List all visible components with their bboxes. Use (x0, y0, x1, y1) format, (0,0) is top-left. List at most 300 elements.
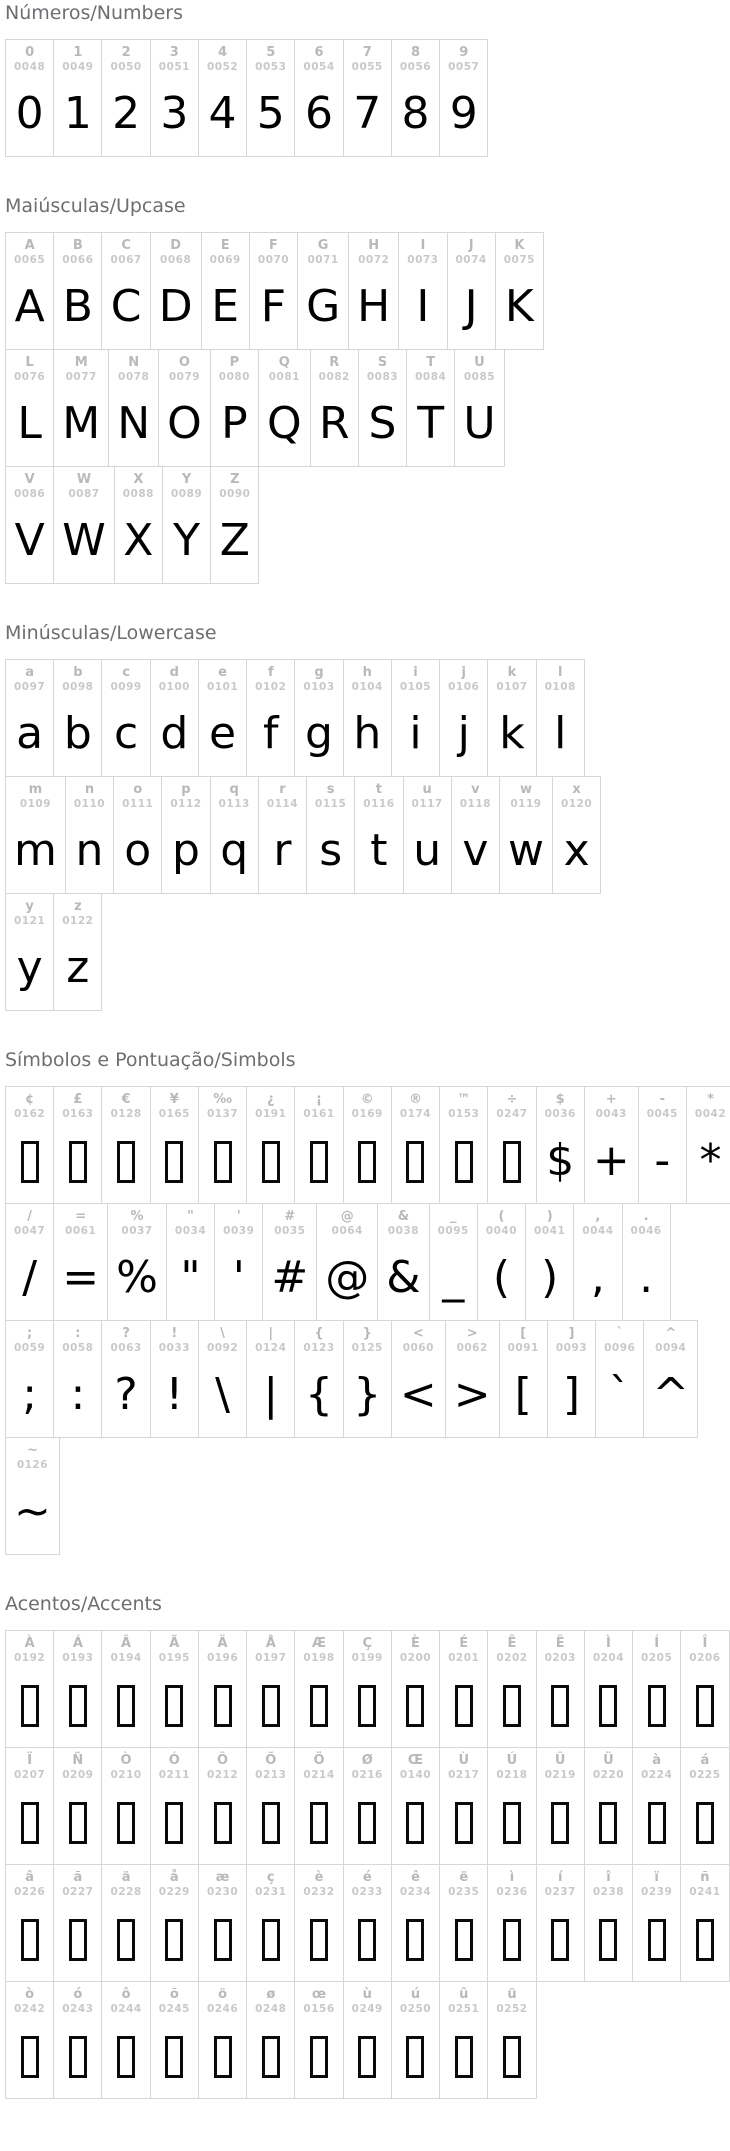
glyph-preview: T (417, 398, 445, 449)
glyph-cell-0219 (536, 1747, 585, 1865)
glyph-code-label: 0220 (592, 1769, 625, 1781)
glyph-code-label: 0089 (170, 488, 203, 500)
glyph-code-label: 0096 (604, 1342, 636, 1354)
glyph-code-label: 0244 (110, 2003, 142, 2015)
glyph-cell-0220 (584, 1747, 633, 1865)
glyph-cell-0111 (113, 776, 162, 894)
glyph-char-label: ¿ (267, 1092, 275, 1107)
missing-glyph-box (503, 2036, 521, 2078)
glyph-code-label: 0118 (459, 798, 491, 810)
glyph-cell-0137 (198, 1086, 247, 1204)
missing-glyph-box (503, 1685, 521, 1727)
glyph-cell-0089 (162, 466, 211, 584)
glyph-code-label: 0041 (534, 1225, 566, 1237)
glyph-code-label: 0056 (399, 61, 432, 73)
glyph-code-label: 0137 (206, 1108, 239, 1120)
glyph-char-label: - (659, 1092, 665, 1107)
glyph-code-label: 0121 (14, 915, 46, 927)
glyph-cell-0060 (391, 1320, 446, 1438)
glyph-cell-0076 (5, 349, 54, 467)
glyph-cell-0213 (246, 1747, 295, 1865)
missing-glyph-box (455, 2036, 473, 2078)
glyph-code-label: 0057 (448, 61, 480, 73)
glyph-code-label: 0162 (14, 1108, 46, 1120)
glyph-char-label: Æ (311, 1636, 327, 1651)
glyph-code-label: 0236 (496, 1886, 528, 1898)
glyph-preview: 6 (305, 88, 334, 139)
glyph-char-label: ê (411, 1870, 420, 1885)
glyph-cell-0206 (680, 1630, 729, 1748)
glyph-char-label: Œ (407, 1753, 424, 1768)
glyph-cell-0217 (439, 1747, 488, 1865)
missing-glyph-box (117, 1919, 135, 1961)
glyph-cell-0248 (246, 1981, 295, 2099)
glyph-code-label: 0123 (303, 1342, 335, 1354)
glyph-char-label: _ (449, 1209, 457, 1224)
glyph-preview: X (123, 515, 154, 566)
glyph-char-label: R (329, 355, 340, 370)
glyph-cell-0056 (391, 39, 440, 157)
glyph-char-label: y (25, 899, 34, 914)
glyph-preview: ~ (14, 1486, 51, 1537)
glyph-char-label: ö (218, 1987, 228, 2002)
glyph-code-label: 0237 (544, 1886, 576, 1898)
missing-glyph-box (21, 2036, 39, 2078)
glyph-char-label: b (73, 665, 83, 680)
glyph-preview: F (260, 281, 287, 332)
glyph-code-label: 0042 (694, 1108, 727, 1120)
glyph-char-label: S (377, 355, 388, 370)
glyph-preview: < (399, 1369, 437, 1420)
missing-glyph-box (406, 1141, 424, 1183)
glyph-char-label: F (269, 238, 278, 253)
glyph-char-label: Û (554, 1753, 566, 1768)
glyph-char-label: ó (73, 1987, 83, 2002)
glyph-preview (262, 1121, 280, 1201)
glyph-cell-0244 (101, 1981, 150, 2099)
glyph-char-label: Ò (120, 1753, 132, 1768)
glyph-preview (69, 2016, 87, 2096)
section-numbers (5, 2, 725, 157)
glyph-char-label: A (24, 238, 35, 253)
glyph-cell-0049 (53, 39, 102, 157)
glyph-code-label: 0065 (14, 254, 46, 266)
glyph-char-label: © (360, 1092, 374, 1107)
glyph-cell-0082 (310, 349, 359, 467)
glyph-char-label: ç (266, 1870, 275, 1885)
glyph-preview: @ (325, 1252, 370, 1303)
glyph-cell-0078 (108, 349, 159, 467)
glyph-preview: o (124, 825, 152, 876)
glyph-code-label: 0075 (503, 254, 535, 266)
glyph-code-label: 0197 (255, 1652, 287, 1664)
glyph-preview (358, 1782, 376, 1862)
missing-glyph-box (310, 1919, 328, 1961)
glyph-preview: ) (541, 1252, 559, 1303)
glyph-preview: ^ (652, 1369, 690, 1420)
glyph-code-label: 0219 (544, 1769, 576, 1781)
glyph-code-label: 0034 (174, 1225, 207, 1237)
glyph-code-label: 0106 (448, 681, 480, 693)
glyph-preview: 3 (160, 88, 189, 139)
glyph-cell-0110 (65, 776, 114, 894)
missing-glyph-box (214, 2036, 232, 2078)
glyph-code-label: 0229 (158, 1886, 190, 1898)
glyph-cell-0061 (53, 1203, 108, 1321)
missing-glyph-box (358, 1141, 376, 1183)
glyph-char-label: é (362, 1870, 372, 1885)
glyph-cell-0073 (398, 232, 447, 350)
glyph-preview (358, 1899, 376, 1979)
glyph-char-label: ï (654, 1870, 659, 1885)
glyph-preview: y (16, 942, 43, 993)
glyph-code-label: 0051 (158, 61, 190, 73)
missing-glyph-box (455, 1141, 473, 1183)
glyph-char-label: 8 (410, 45, 421, 60)
glyph-code-label: 0209 (62, 1769, 94, 1781)
glyph-char-label: l (557, 665, 563, 680)
glyph-code-label: 0043 (595, 1108, 627, 1120)
glyph-row (5, 893, 102, 1011)
glyph-preview: Y (173, 515, 201, 566)
glyph-preview: $ (546, 1135, 575, 1186)
glyph-char-label: I (420, 238, 426, 253)
glyph-cell-0088 (114, 466, 163, 584)
glyph-char-label: g (314, 665, 324, 680)
glyph-cell-0037 (107, 1203, 167, 1321)
glyph-code-label: 0067 (110, 254, 142, 266)
glyph-code-label: 0036 (544, 1108, 576, 1120)
glyph-char-label: î (606, 1870, 611, 1885)
glyph-preview (503, 2016, 521, 2096)
glyph-cell-0084 (406, 349, 455, 467)
glyph-cell-0070 (249, 232, 298, 350)
glyph-preview: - (654, 1135, 671, 1186)
glyph-cell-0229 (150, 1864, 199, 1982)
glyph-char-label: M (74, 355, 88, 370)
glyph-char-label: Ã (169, 1636, 180, 1651)
glyph-cell-0092 (198, 1320, 247, 1438)
glyph-cell-0231 (246, 1864, 295, 1982)
glyph-char-label: , (595, 1209, 601, 1224)
missing-glyph-box (358, 2036, 376, 2078)
glyph-char-label: f (267, 665, 274, 680)
glyph-cell-0040 (477, 1203, 526, 1321)
glyph-preview: H (357, 281, 391, 332)
glyph-code-label: 0204 (592, 1652, 625, 1664)
glyph-preview: # (271, 1252, 309, 1303)
glyph-cell-0237 (536, 1864, 585, 1982)
glyph-cell-0203 (536, 1630, 585, 1748)
glyph-preview: q (220, 825, 249, 876)
missing-glyph-box (648, 1919, 666, 1961)
glyph-char-label: Õ (265, 1753, 277, 1768)
glyph-cell-0093 (547, 1320, 596, 1438)
glyph-row (5, 659, 585, 777)
glyph-preview: 2 (112, 88, 141, 139)
glyph-char-label: ™ (457, 1092, 471, 1107)
glyph-preview (214, 1899, 232, 1979)
glyph-char-label: Á (72, 1636, 83, 1651)
glyph-cell-0196 (198, 1630, 247, 1748)
glyph-cell-0211 (150, 1747, 199, 1865)
glyph-char-label: $ (555, 1092, 565, 1107)
glyph-cell-0140 (391, 1747, 440, 1865)
glyph-preview (599, 1899, 617, 1979)
glyph-cell-0239 (632, 1864, 681, 1982)
glyph-char-label: C (121, 238, 131, 253)
glyph-code-label: 0070 (257, 254, 290, 266)
glyph-char-label: Ö (313, 1753, 325, 1768)
missing-glyph-box (599, 1919, 617, 1961)
glyph-code-label: 0242 (14, 2003, 46, 2015)
glyph-preview (648, 1782, 666, 1862)
glyph-code-label: 0206 (689, 1652, 721, 1664)
glyph-char-label: Â (121, 1636, 132, 1651)
glyph-char-label: k (507, 665, 517, 680)
glyph-cell-0109 (5, 776, 66, 894)
glyph-preview: > (453, 1369, 491, 1420)
glyph-code-label: 0037 (121, 1225, 153, 1237)
glyph-cell-0034 (166, 1203, 215, 1321)
missing-glyph-box (117, 1685, 135, 1727)
missing-glyph-box (165, 1141, 183, 1183)
glyph-preview (117, 1782, 135, 1862)
glyph-preview: t (370, 825, 388, 876)
glyph-preview: N (117, 398, 151, 449)
glyph-code-label: 0097 (14, 681, 46, 693)
glyph-char-label: ] (568, 1326, 575, 1341)
glyph-preview (599, 1782, 617, 1862)
glyph-preview: a (16, 708, 44, 759)
glyph-preview (648, 1665, 666, 1745)
glyph-char-label: V (24, 472, 35, 487)
glyph-preview: P (221, 398, 248, 449)
section-title-accents: Acentos/Accents (5, 1593, 162, 1615)
glyph-char-label: . (643, 1209, 649, 1224)
glyph-preview: ; (22, 1369, 38, 1420)
missing-glyph-box (455, 1685, 473, 1727)
glyph-row (5, 776, 601, 894)
glyph-cell-0232 (294, 1864, 343, 1982)
glyph-code-label: 0231 (255, 1886, 287, 1898)
glyph-preview: D (158, 281, 193, 332)
glyph-char-label: 5 (266, 45, 276, 60)
glyph-preview (455, 1782, 473, 1862)
glyph-preview (214, 1121, 232, 1201)
glyph-code-label: 0117 (411, 798, 443, 810)
glyph-cell-0209 (53, 1747, 102, 1865)
glyph-preview: B (62, 281, 93, 332)
glyph-code-label: 0235 (448, 1886, 480, 1898)
missing-glyph-box (117, 2036, 135, 2078)
glyph-char-label: ' (236, 1209, 241, 1224)
glyph-char-label: ã (73, 1870, 83, 1885)
glyph-code-label: 0035 (274, 1225, 306, 1237)
glyph-char-label: / (27, 1209, 32, 1224)
glyph-char-label: i (413, 665, 418, 680)
glyph-cell-0116 (354, 776, 403, 894)
glyph-char-label: Î (702, 1636, 708, 1651)
missing-glyph-box (310, 1802, 328, 1844)
glyph-cell-0233 (343, 1864, 392, 1982)
glyph-code-label: 0248 (255, 2003, 287, 2015)
glyph-code-label: 0116 (363, 798, 395, 810)
missing-glyph-box (455, 1802, 473, 1844)
glyph-char-label: K (514, 238, 525, 253)
missing-glyph-box (214, 1919, 232, 1961)
glyph-preview (165, 1121, 183, 1201)
glyph-cell-0096 (595, 1320, 644, 1438)
glyph-code-label: 0140 (399, 1769, 432, 1781)
glyph-code-label: 0050 (110, 61, 142, 73)
glyph-char-label: P (229, 355, 240, 370)
glyph-char-label: € (121, 1092, 131, 1107)
glyph-cell-0058 (53, 1320, 102, 1438)
glyph-cell-0050 (101, 39, 150, 157)
glyph-code-label: 0205 (641, 1652, 673, 1664)
glyph-char-label: ñ (700, 1870, 710, 1885)
glyph-code-label: 0087 (68, 488, 100, 500)
glyph-cell-0199 (343, 1630, 392, 1748)
glyph-preview (21, 1665, 39, 1745)
glyph-cell-0251 (439, 1981, 488, 2099)
glyph-code-label: 0243 (62, 2003, 94, 2015)
glyph-preview (21, 1899, 39, 1979)
glyph-char-label: 3 (169, 45, 179, 60)
glyph-code-label: 0040 (485, 1225, 518, 1237)
glyph-cell-0087 (53, 466, 115, 584)
glyph-cell-0224 (632, 1747, 681, 1865)
glyph-preview (406, 1899, 424, 1979)
glyph-char-label: å (169, 1870, 179, 1885)
glyph-code-label: 0113 (218, 798, 250, 810)
glyph-preview (117, 2016, 135, 2096)
glyph-code-label: 0099 (110, 681, 142, 693)
glyph-cell-0245 (150, 1981, 199, 2099)
glyph-char-label: U (474, 355, 485, 370)
glyph-cell-0192 (5, 1630, 54, 1748)
glyph-char-label: Ç (362, 1636, 373, 1651)
glyph-code-label: 0169 (351, 1108, 383, 1120)
glyph-preview: & (386, 1252, 421, 1303)
glyph-code-label: 0045 (646, 1108, 678, 1120)
glyph-cell-0075 (495, 232, 544, 350)
glyph-preview (551, 1899, 569, 1979)
glyph-code-label: 0044 (582, 1225, 614, 1237)
glyph-code-label: 0054 (303, 61, 335, 73)
glyph-code-label: 0084 (415, 371, 447, 383)
glyph-cell-0214 (294, 1747, 343, 1865)
glyph-char-label: j (461, 665, 466, 680)
section-symbols (5, 1049, 725, 1555)
missing-glyph-box (358, 1685, 376, 1727)
glyph-code-label: 0200 (399, 1652, 432, 1664)
glyph-preview: | (263, 1369, 279, 1420)
missing-glyph-box (214, 1685, 232, 1727)
glyph-char-label: ù (362, 1987, 372, 2002)
glyph-code-label: 0232 (303, 1886, 335, 1898)
glyph-cell-0104 (343, 659, 392, 777)
glyph-code-label: 0088 (122, 488, 154, 500)
glyph-cell-0083 (358, 349, 407, 467)
glyph-char-label: ò (25, 1987, 35, 2002)
glyph-code-label: 0082 (318, 371, 350, 383)
glyph-cell-0068 (150, 232, 202, 350)
glyph-char-label: & (397, 1209, 410, 1224)
glyph-preview: * (699, 1135, 722, 1186)
glyph-cell-0059 (5, 1320, 54, 1438)
glyph-code-label: 0059 (14, 1342, 46, 1354)
glyph-char-label: ì (509, 1870, 515, 1885)
glyph-code-label: 0098 (62, 681, 94, 693)
glyph-preview (165, 1899, 183, 1979)
glyph-char-label: Ê (507, 1636, 517, 1651)
glyph-code-label: 0210 (110, 1769, 142, 1781)
glyph-preview (551, 1782, 569, 1862)
glyph-preview (455, 1899, 473, 1979)
glyph-char-label: Í (654, 1636, 660, 1651)
glyph-char-label: e (218, 665, 227, 680)
glyph-preview: R (318, 398, 350, 449)
missing-glyph-box (262, 1802, 280, 1844)
glyph-cell-0195 (150, 1630, 199, 1748)
glyph-cell-0090 (210, 466, 259, 584)
glyph-code-label: 0218 (496, 1769, 528, 1781)
glyph-char-label: | (268, 1326, 274, 1341)
glyph-preview: A (14, 281, 45, 332)
glyph-cell-0063 (101, 1320, 150, 1438)
missing-glyph-box (503, 1802, 521, 1844)
glyph-code-label: 0093 (555, 1342, 588, 1354)
glyph-cell-0036 (536, 1086, 585, 1204)
glyph-cell-0066 (53, 232, 102, 350)
glyph-cell-0085 (454, 349, 504, 467)
glyph-code-label: 0109 (19, 798, 52, 810)
glyph-char-label: æ (215, 1870, 230, 1885)
glyph-char-label: v (471, 782, 480, 797)
glyph-code-label: 0086 (14, 488, 46, 500)
glyph-code-label: 0120 (560, 798, 593, 810)
glyph-cell-0079 (158, 349, 211, 467)
missing-glyph-box (503, 1919, 521, 1961)
glyph-code-label: 0195 (158, 1652, 190, 1664)
glyph-preview (310, 1121, 328, 1201)
glyph-cell-0041 (525, 1203, 574, 1321)
glyph-code-label: 0085 (463, 371, 496, 383)
glyph-code-label: 0064 (331, 1225, 363, 1237)
glyph-code-label: 0124 (255, 1342, 287, 1354)
glyph-preview: ! (165, 1369, 184, 1420)
glyph-preview: _ (442, 1252, 465, 1303)
glyph-cell-0242 (5, 1981, 54, 2099)
glyph-preview: O (167, 398, 202, 449)
glyph-preview: V (14, 515, 45, 566)
glyph-char-label: Ø (361, 1753, 373, 1768)
glyph-char-label: n (84, 782, 95, 797)
glyph-cell-0246 (198, 1981, 247, 2099)
glyph-char-label: ® (408, 1092, 422, 1107)
glyph-char-label: { (314, 1326, 324, 1341)
glyph-code-label: 0227 (62, 1886, 94, 1898)
glyph-code-label: 0119 (510, 798, 542, 810)
glyph-code-label: 0061 (65, 1225, 97, 1237)
glyph-preview (69, 1782, 87, 1862)
glyph-char-label: ¥ (169, 1092, 179, 1107)
glyph-cell-0112 (161, 776, 210, 894)
glyph-preview: 5 (256, 88, 285, 139)
glyph-char-label: ¢ (25, 1092, 35, 1107)
